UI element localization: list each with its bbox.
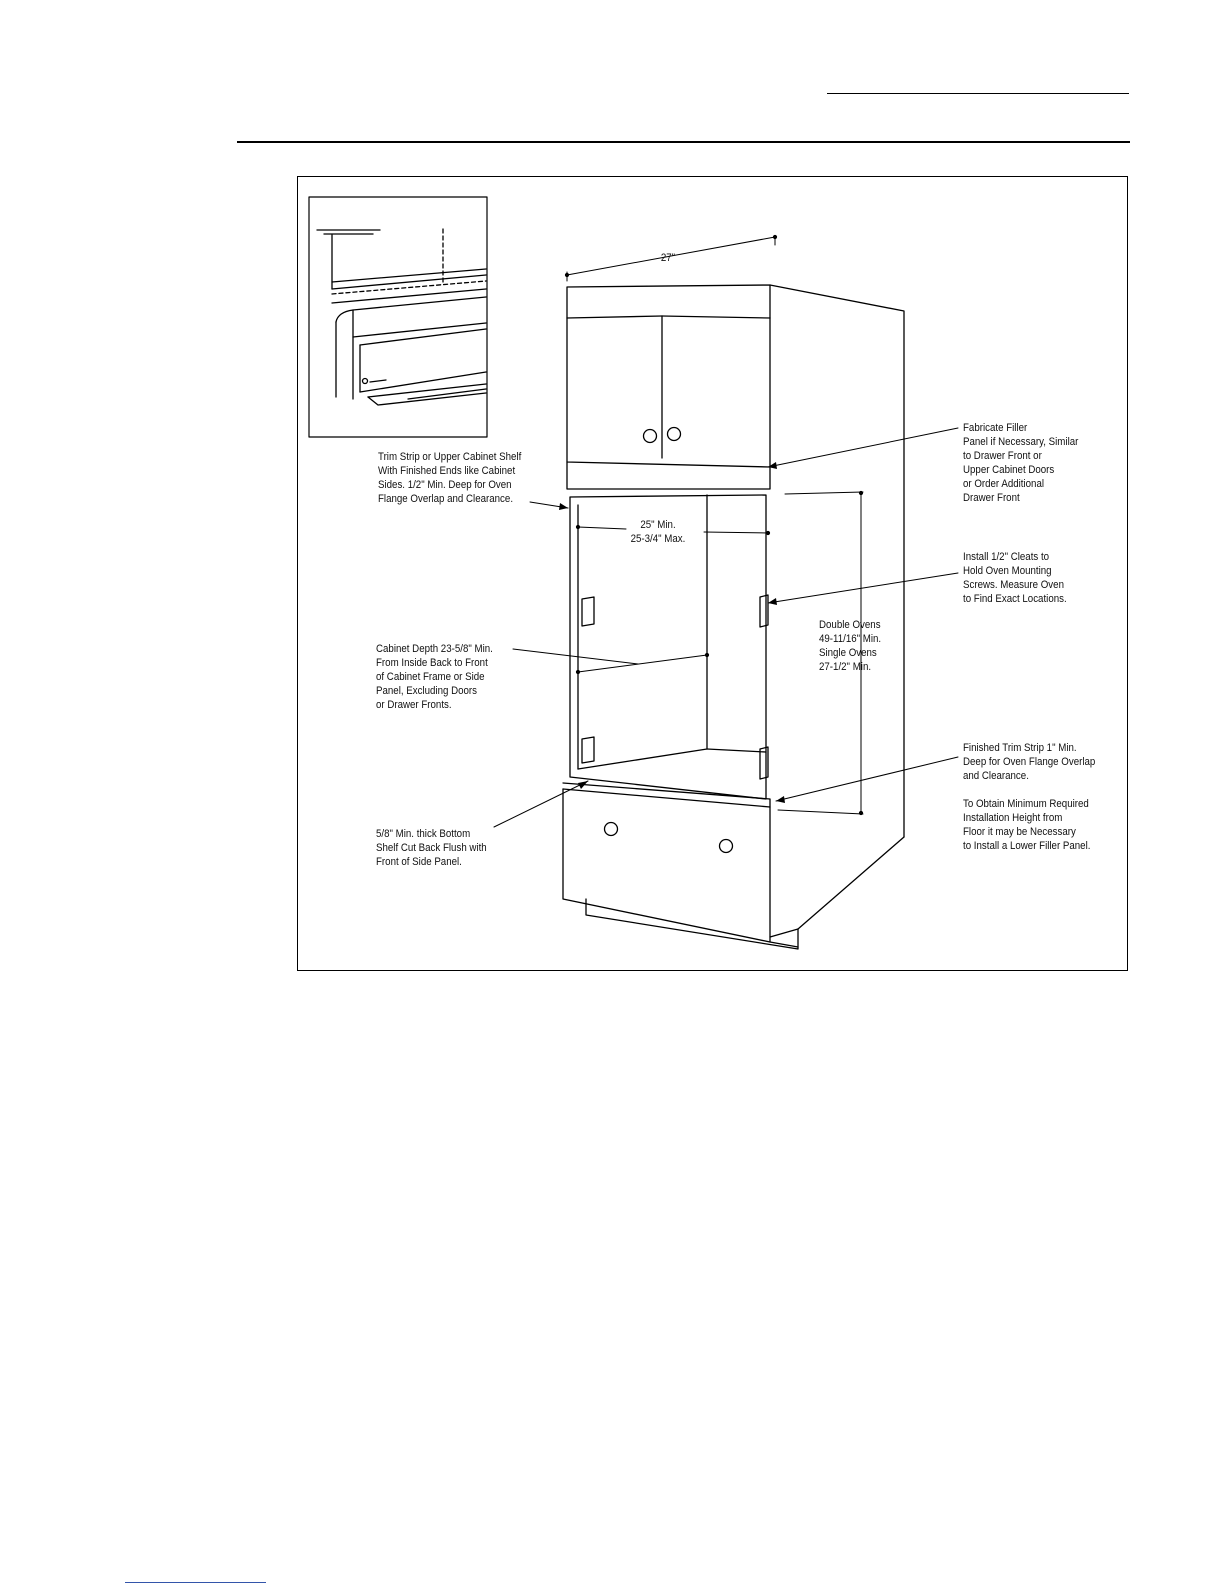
- upper-cabinet: [567, 285, 904, 837]
- cabinet-installation-figure: [297, 176, 1128, 971]
- cleats-label: Install 1/2" Cleats to Hold Oven Mounting Screws. Measure Oven to Find Exact Locations.: [963, 551, 1067, 605]
- min-height-note-label: To Obtain Minimum Required Installation Height from Floor it may be Necessary to Install a Lower Filler Panel.: [963, 798, 1091, 852]
- inset-detail: [309, 197, 487, 437]
- bottom-shelf-label: 5/8" Min. thick Bottom Shelf Cut Back Flush with Front of Side Panel.: [376, 828, 487, 868]
- cutout-height-label: Double Ovens 49-11/16" Min. Single Ovens 27-1/2" Min.: [819, 619, 882, 673]
- header-rule-main: [237, 141, 1130, 143]
- dimension-width-label: 27": [660, 252, 676, 264]
- dimension-lines: [565, 235, 863, 814]
- cutout-width-label: 25" Min. 25-3/4" Max.: [630, 519, 686, 545]
- lower-drawer: [563, 789, 904, 949]
- trim-strip-lower-label: Finished Trim Strip 1" Min. Deep for Oven Flange Overlap and Clearance.: [963, 742, 1096, 782]
- footer-link-rule: [125, 1582, 266, 1583]
- filler-panel-label: Fabricate Filler Panel if Necessary, Similar to Drawer Front or Upper Cabinet Doors or Order Additional Drawer Front: [963, 422, 1079, 504]
- cabinet-depth-label: Cabinet Depth 23-5/8" Min. From Inside Back to Front of Cabinet Frame or Side Panel, Excluding Doors or Drawer Fronts.: [376, 643, 493, 711]
- header-rule-short: [827, 93, 1129, 94]
- trim-strip-upper-label: Trim Strip or Upper Cabinet Shelf With Finished Ends like Cabinet Sides. 1/2" Min. Deep for Oven Flange Overlap and Clearance.: [378, 451, 522, 505]
